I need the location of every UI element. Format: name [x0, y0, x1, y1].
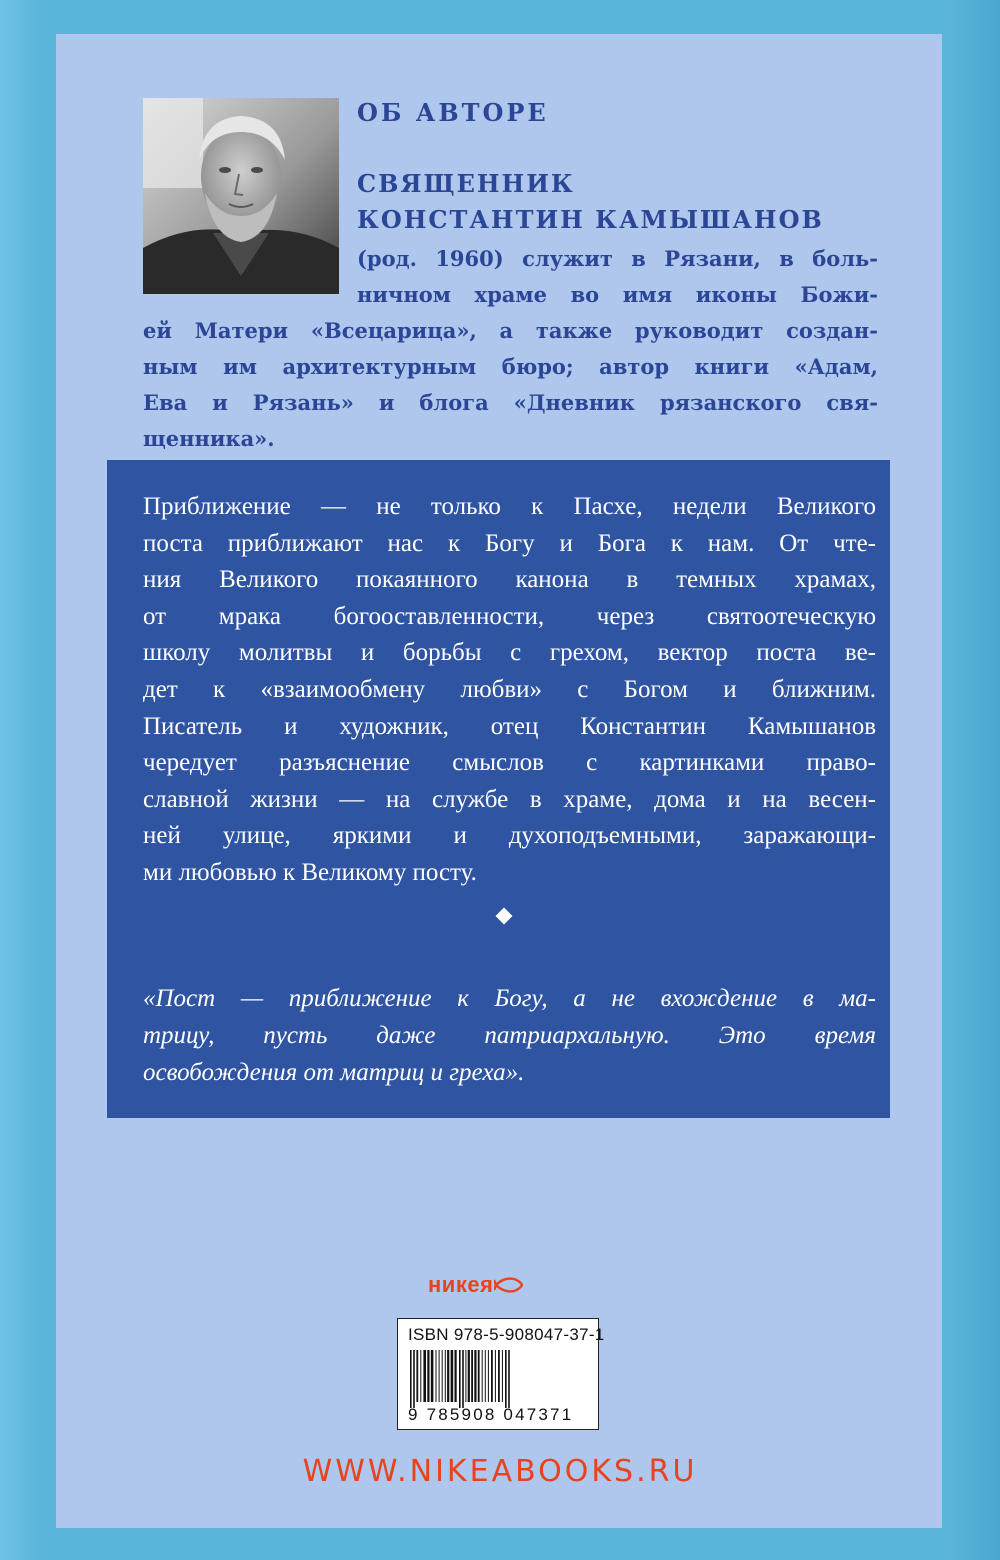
bio-line: щенника». — [143, 426, 275, 451]
barcode-bar — [451, 1350, 454, 1402]
publisher-name: никея — [428, 1272, 494, 1297]
bio-line: (род. 1960) служит в Рязани, в боль- — [357, 246, 878, 271]
barcode-bar — [474, 1350, 476, 1402]
description-line: поста приближают нас к Богу и Бога к нам. От чте- — [143, 529, 876, 557]
barcode-bar — [442, 1350, 443, 1402]
bio-line: ей Матери «Всецарица», а также руководит создан- — [143, 318, 878, 343]
description-line: ми любовью к Великому посту. — [143, 858, 477, 886]
barcode-bar — [427, 1350, 429, 1402]
quote-line: освобождения от матриц и греха». — [143, 1059, 525, 1086]
barcode-bar — [445, 1350, 446, 1402]
description-line: дет к «взаимообмену любви» с Богом и ближним. — [143, 675, 876, 703]
barcode-bar — [468, 1350, 470, 1402]
barcode-bar — [447, 1350, 449, 1402]
publisher-logo — [428, 1272, 524, 1298]
bio-line: Ева и Рязань» и блога «Дневник рязанского свя- — [143, 390, 878, 415]
ean-digits: 9 785908 047371 — [408, 1405, 574, 1424]
isbn-label: ISBN 978-5-908047-37-1 — [408, 1325, 605, 1344]
barcode-bar — [413, 1350, 415, 1408]
barcode-bar — [436, 1350, 437, 1402]
barcode-bar — [495, 1350, 496, 1402]
bio-line: ным им архитектурным бюро; автор книги «Адам, — [143, 354, 878, 379]
author-name — [357, 166, 917, 238]
description-line: от мрака богооставленности, через святоотеческую — [143, 602, 876, 630]
barcode-bar — [423, 1350, 426, 1402]
barcode-bar — [491, 1350, 493, 1402]
barcode-bar — [485, 1350, 486, 1402]
bio-line: ничном храме во имя иконы Божи- — [357, 282, 878, 307]
isbn-barcode-block — [397, 1318, 605, 1430]
barcode-bar — [410, 1350, 412, 1408]
barcode-bar — [498, 1350, 500, 1402]
quote-line: «Пост — приближение к Богу, а не вхождение в ма- — [143, 985, 876, 1012]
about-author-heading: ОБ АВТОРЕ — [357, 98, 549, 127]
author-bio — [143, 241, 878, 457]
barcode-bar — [455, 1350, 457, 1402]
barcode-bar — [465, 1350, 466, 1402]
barcode-bar — [482, 1350, 483, 1402]
barcode-bar — [488, 1350, 489, 1402]
quote-line: трицу, пусть даже патриархальную. Это время — [143, 1022, 876, 1049]
author-name-line: КОНСТАНТИН КАМЫШАНОВ — [357, 205, 824, 234]
barcode-bar — [505, 1350, 507, 1408]
description-line: Приближение — не только к Пасхе, недели Великого — [143, 493, 876, 520]
barcode — [410, 1350, 586, 1408]
barcode-bar — [420, 1350, 421, 1402]
description-line: славной жизни — на службе в храме, дома и на весен- — [143, 785, 876, 813]
book-description — [143, 489, 876, 892]
publisher-website: WWW.NIKEABOOKS.RU — [302, 1454, 698, 1489]
description-line: школу молитвы и борьбы с грехом, вектор поста ве- — [143, 639, 876, 667]
description-line: Писатель и художник, отец Константин Камышанов — [143, 712, 876, 740]
barcode-bar — [508, 1350, 510, 1408]
barcode-bar — [439, 1350, 440, 1402]
author-title-line: СВЯЩЕННИК — [357, 169, 575, 198]
description-line: чередует разъяснение смыслов с картинками право- — [143, 749, 876, 777]
book-quote — [143, 980, 876, 1091]
barcode-bar — [502, 1350, 503, 1402]
fish-icon — [494, 1277, 524, 1293]
barcode-bar — [459, 1350, 461, 1408]
description-line: ния Великого покаянного канона в темных храмах, — [143, 566, 876, 594]
barcode-bar — [416, 1350, 418, 1402]
barcode-bar — [462, 1350, 464, 1408]
barcode-bar — [471, 1350, 473, 1402]
description-line: ней улице, яркими и духоподъемными, заражающи- — [143, 822, 876, 850]
barcode-bar — [478, 1350, 480, 1402]
barcode-bar — [431, 1350, 434, 1402]
